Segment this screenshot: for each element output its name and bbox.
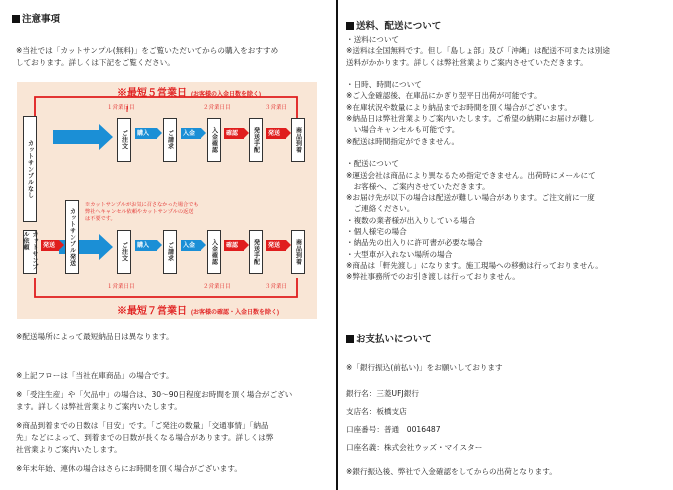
shipping-line: ※納品日は弊社営業よりご案内いたします。ご希望の納期にお届けが難し [346, 114, 595, 124]
box-ship-arrange-bottom: 発送手配 [249, 230, 263, 274]
cancel-note-2: 弊社へキャンセル依頼やカットサンプルの返送 [85, 209, 194, 215]
arrow-purchase: 購入 [135, 128, 157, 139]
shipping-line: ・日時、時間について [346, 80, 422, 90]
shipping-text [346, 34, 610, 283]
account-number: 口座番号：普通 0016487 [346, 425, 441, 434]
day-3-bottom: ３営業日 [265, 284, 288, 290]
payment-intro: ※「銀行振込(前払い)」をお願いしております [346, 363, 503, 372]
intro-line-1: ※当社では「カットサンプル(無料)」をご覧いただいてからの購入をおすすめ [16, 46, 279, 55]
shipping-line: ※ご入金確認後、在庫品にかぎり翌平日出荷が可能です。 [346, 91, 542, 101]
shipping-payment-column [338, 0, 673, 490]
shipping-line: お客様へ、ご案内させていただきます。 [346, 181, 490, 191]
account-holder: 口座名義：株式会社ウッズ・マイスター [346, 443, 483, 452]
note-custom-1: ※「受注生産」や「欠品中」の場合は、30～90日程度お時間を頂く場合がござい [16, 390, 293, 399]
notes-column [0, 0, 336, 490]
day-2-top: ２営業日目 [203, 105, 231, 111]
day-3-top: ３営業日 [265, 105, 288, 111]
box-payment-confirm-bottom: 入金確認 [207, 230, 221, 274]
square-bullet-icon [346, 335, 354, 343]
payment-note: ※銀行振込後、弊社で入金確認をしてからの出荷となります。 [346, 467, 557, 476]
box-sample-ship: カットサンプル発送 [65, 200, 79, 274]
note-flow: ※上記フローは「当社在庫商品」の場合です。 [16, 371, 174, 380]
arrow-pay-top: 入金 [181, 128, 201, 139]
box-no-sample: カットサンプルなし [23, 116, 37, 222]
note-delivery-2: 先」などによって、到着までの日数が長くなる場合があります。詳しくは弊 [16, 433, 274, 442]
branch-name: 支店名：板橋支店 [346, 407, 407, 416]
shipping-line: ※送料は全国無料です。但し「島しょ部」及び「沖縄」は配送不可または別途 [346, 46, 610, 56]
note-delivery-3: 社営業よりご案内いたします。 [16, 445, 122, 454]
arrow-ship-sample: 発送 [41, 240, 59, 251]
shipping-line: ※弊社事務所でのお引き渡しは行っておりません。 [346, 272, 520, 282]
box-sample-request: カットサンプル依頼 [23, 230, 37, 274]
payment-heading: お支払いについて [346, 334, 432, 346]
box-ship-arrange-top: 発送手配 [249, 118, 263, 162]
shipping-line: 送料がかかります。詳しくは弊社営業よりご案内させていただきます。 [346, 57, 588, 67]
shipping-line: ・大型車が入れない場所の場合 [346, 249, 453, 259]
day-1-top: １営業日目 [107, 105, 135, 111]
arrow-ship-bottom: 発送 [266, 240, 286, 251]
note-delivery-1: ※商品到着までの日数は「目安」です。「ご発注の数量」「交通事情」「納品 [16, 421, 269, 430]
box-invoice-bottom: ご請求 [163, 230, 177, 274]
shipping-line: ※運送会社は商品により異なるため指定できません。出荷時にメールにて [346, 170, 596, 180]
notes-heading: 注意事項 [12, 14, 60, 26]
shipping-line: い場合キャンセルも可能です。 [346, 125, 460, 135]
shipping-line: ・納品先の出入りに許可書が必要な場合 [346, 238, 483, 248]
note-custom-2: ます。詳しくは弊社営業よりご案内いたします。 [16, 402, 182, 411]
square-bullet-icon [346, 22, 354, 30]
box-order-top: ご注文 [117, 118, 131, 162]
cancel-note-3: は不要です。 [85, 216, 116, 222]
shipping-line: ※商品は「軒先渡し」になります。施工現場への移動は行っておりません。 [346, 260, 603, 270]
delivery-flow-diagram [17, 82, 317, 319]
box-order-bottom: ご注文 [117, 230, 131, 274]
shipping-line: ・個人様宅の場合 [346, 227, 407, 237]
arrow-pay-bottom: 入金 [181, 240, 201, 251]
arrow-confirm-bottom: 確認 [224, 240, 244, 251]
day-2-bottom: ２営業日目 [203, 284, 231, 290]
arrow-purchase-bottom: 購入 [135, 240, 157, 251]
note-location: ※配送場所によって最短納品日は異なります。 [16, 332, 174, 341]
box-arrival-top: 商品到着 [291, 118, 305, 162]
shipping-line [346, 147, 610, 158]
box-arrival-bottom: 商品到着 [291, 230, 305, 274]
shipping-line: ・複数の業者様が出入りしている場合 [346, 215, 476, 225]
intro-line-2: しております。詳しくは下記をご覧ください。 [16, 58, 175, 67]
box-invoice-top: ご請求 [163, 118, 177, 162]
shipping-line: ※在庫状況や数量により納品までお時間を頂く場合がございます。 [346, 102, 572, 112]
square-bullet-icon [12, 15, 20, 23]
shipping-line: ・送料について [346, 35, 400, 44]
shipping-line: ・配送について [346, 159, 400, 169]
flow-bottom-banner: ※最短７営業日 (お客様の確認・入金日数を除く) [117, 306, 279, 317]
flow-top-banner: ※最短５営業日 (お客様の入金日数を除く) [117, 88, 261, 99]
arrow-confirm-top: 確認 [224, 128, 244, 139]
shipping-line [346, 68, 610, 79]
arrow-ship-top: 発送 [266, 128, 286, 139]
shipping-line: ※配送は時間指定ができません。 [346, 136, 460, 146]
day-1-bottom: １営業日目 [107, 284, 135, 290]
shipping-line: ※お届け先が以下の場合は配送が難しい場合があります。ご注文前に一度 [346, 193, 595, 203]
shipping-heading: 送料、配送について [346, 21, 441, 33]
shipping-line: ご連絡ください。 [346, 204, 415, 214]
note-holiday: ※年末年始、連休の場合はさらにお時間を頂く場合がございます。 [16, 464, 242, 473]
box-payment-confirm-top: 入金確認 [207, 118, 221, 162]
cancel-note-1: ※カットサンプルがお気に召さなかった場合でも [85, 202, 199, 208]
bank-name: 銀行名：三菱UFJ銀行 [346, 389, 419, 398]
